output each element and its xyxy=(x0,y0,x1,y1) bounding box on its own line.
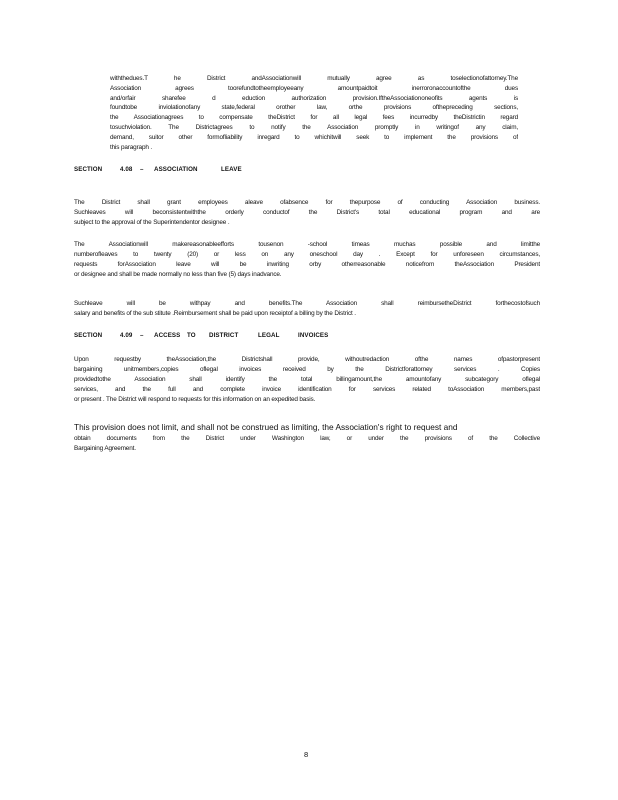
heading-word: 4.08 xyxy=(120,166,133,173)
heading-word: – xyxy=(140,332,144,339)
heading-word: DISTRICT xyxy=(209,332,239,339)
text-line: Association agrees toorefundtotheemployeeany amountpaidtoit inerroronaccountofthe dues xyxy=(110,85,518,92)
heading-word: ASSOCIATION xyxy=(154,166,198,173)
heading-word: – xyxy=(140,166,144,173)
text-line: The District shall grant employees aleave ofabsence for thepurpose of conducting Association business. xyxy=(74,199,540,206)
text-line: withthedues.T he District andAssociationwill mutually agree as toselectionofattorney.The xyxy=(110,75,518,82)
heading-word: ACCESS xyxy=(154,332,181,339)
heading-word: 4.09 xyxy=(120,332,133,339)
heading-word: LEAVE xyxy=(221,166,242,173)
section-heading xyxy=(74,166,374,176)
text-line: requests forAssociation leave will be inwriting orby otherreasonable noticefrom theAssociation President xyxy=(74,261,540,268)
text-line: bargaining unitmembers,copies oflegal invoices received by the Districtforattorney services . Copies xyxy=(74,366,540,373)
text-line-large: This provision does not limit, and shall not be construed as limiting, the Association's right to request and xyxy=(74,422,458,432)
text-line: salary and benefits of the sub stitute .Reimbursement shall be paid upon receiptof a billing by the District . xyxy=(74,310,356,317)
heading-word: SECTION xyxy=(74,332,103,339)
text-line: The Associationwill makereasonableefforts tousenon -school timeas muchas possible and limitthe xyxy=(74,241,540,248)
section-heading xyxy=(74,332,374,342)
heading-word: SECTION xyxy=(74,166,103,173)
text-line: numberofleaves to twenty (20) or less on any oneschool day . Except for unforeseen circumstances, xyxy=(74,251,540,258)
text-line: or present . The District will respond to requests for this information on an expedited basis. xyxy=(74,396,316,403)
text-line: or designee and shall be made normally no less than five (5) days inadvance. xyxy=(74,271,282,278)
text-line: Upon requestby theAssociation,the Districtshall provide, withoutredaction ofthe names ofpastorpresent xyxy=(74,356,540,363)
text-line: tosuchviolation. The Districtagrees to notify the Association promptly in writingof any claim, xyxy=(110,124,518,131)
text-line: the Associationagrees to compensate theDistrict for all legal fees incurredby theDistrictin regard xyxy=(110,114,518,121)
text-line: Suchleaves will beconsistentwiththe orderly conductof the District's total educational program and are xyxy=(74,209,540,216)
text-line: and/orfair sharefee d eduction authorization provision.IftheAssociationoneofits agents is xyxy=(110,95,518,102)
text-line: providedtothe Association shall identify the total billingamount,the amountofany subcategory oflegal xyxy=(74,376,540,383)
text-line: this paragraph . xyxy=(110,144,153,151)
page-number: 8 xyxy=(304,750,309,759)
text-line: demand, suitor other formofliability inregard to whichitwill seek to implement the provisions of xyxy=(110,134,518,141)
heading-word: INVOICES xyxy=(298,332,329,339)
text-line: obtain documents from the District under Washington law, or under the provisions of the Collective xyxy=(74,435,540,442)
heading-word: TO xyxy=(187,332,196,339)
text-line: services, and the full and complete invoice identification for services related toAssociation members,past xyxy=(74,386,540,393)
text-line: Bargaining Agreement. xyxy=(74,445,136,452)
text-line: subject to the approval of the Superintendentor designee . xyxy=(74,219,230,226)
text-line: Suchleave will be withpay and benefits.The Association shall reimbursetheDistrict forthecostofsuch xyxy=(74,300,540,307)
heading-word: LEGAL xyxy=(258,332,280,339)
text-line: foundtobe inviolationofany state,federal orother law, orthe provisions ofthepreceding sections, xyxy=(110,104,518,111)
